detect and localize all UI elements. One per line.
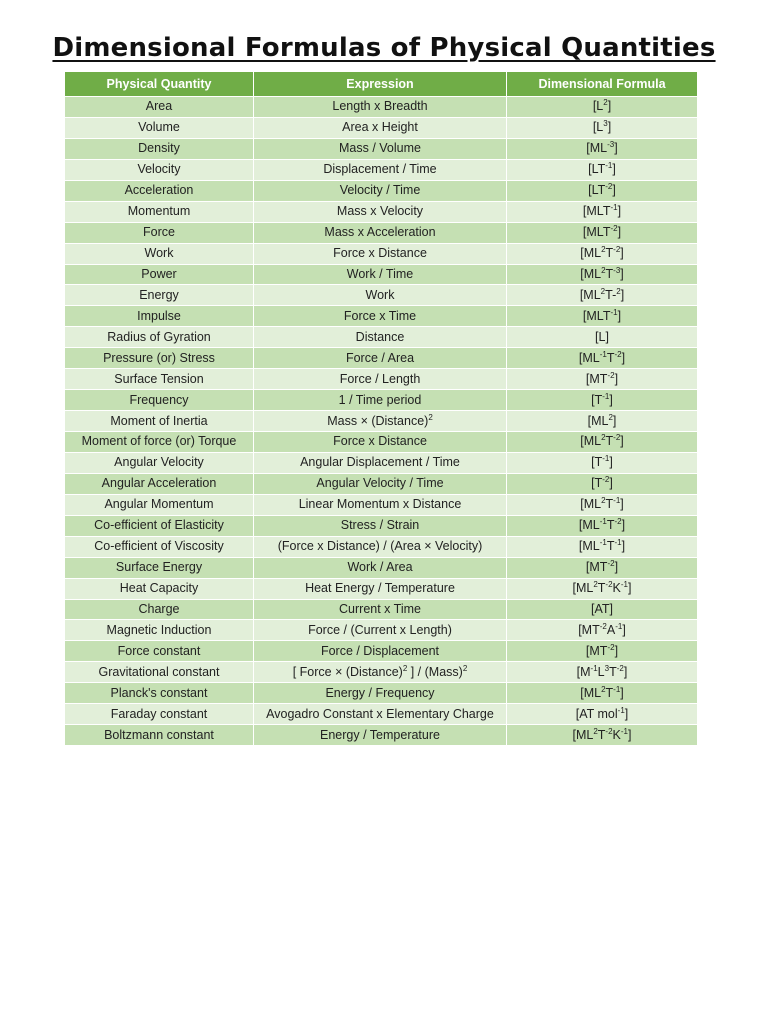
formula-cell: $[MT^{-2}]$	[507, 641, 698, 662]
quantity-cell: Velocity	[65, 159, 254, 180]
table-row	[65, 515, 698, 536]
table-row	[65, 662, 698, 683]
quantity-cell: Moment of Inertia	[65, 411, 254, 432]
quantity-cell: Co-efficient of Elasticity	[65, 515, 254, 536]
expression-cell: Force / (Current x Length)	[254, 620, 507, 641]
expression-cell: Force x Distance	[254, 432, 507, 453]
formula-cell: $[ML^2T^{-3}]$	[507, 264, 698, 285]
formula-cell: [L]	[507, 327, 698, 348]
quantity-cell: Planck's constant	[65, 683, 254, 704]
table-row	[65, 285, 698, 306]
expression-cell: Mass × (Distance)$^2$	[254, 411, 507, 432]
table-row	[65, 180, 698, 201]
expression-cell: Angular Displacement / Time	[254, 452, 507, 473]
expression-cell: Mass / Volume	[254, 138, 507, 159]
table-row	[65, 411, 698, 432]
quantity-cell: Angular Acceleration	[65, 473, 254, 494]
expression-cell: Stress / Strain	[254, 515, 507, 536]
quantity-cell: Frequency	[65, 390, 254, 411]
quantity-cell: Gravitational constant	[65, 662, 254, 683]
formula-cell: $[ML^2T^{-1}]$	[507, 494, 698, 515]
expression-cell: (Force x Distance) / (Area × Velocity)	[254, 536, 507, 557]
quantity-cell: Energy	[65, 285, 254, 306]
expression-cell: Velocity / Time	[254, 180, 507, 201]
page-title: Dimensional Formulas of Physical Quantities	[52, 33, 716, 63]
quantity-cell: Surface Tension	[65, 369, 254, 390]
formula-cell: $[L^2]$	[507, 97, 698, 118]
formula-cell: $[ML^2T-^2]$	[507, 285, 698, 306]
table-row	[65, 452, 698, 473]
formula-cell: $[T^{-1}]$	[507, 390, 698, 411]
formula-cell: $[L^3]$	[507, 117, 698, 138]
expression-cell: Work	[254, 285, 507, 306]
expression-cell: Force / Area	[254, 348, 507, 369]
header-expression: Expression	[254, 72, 507, 97]
formula-cell: $[LT^{-2}]$	[507, 180, 698, 201]
table-row	[65, 264, 698, 285]
expression-cell: Length x Breadth	[254, 97, 507, 118]
formula-cell: $[ML^{-3}]$	[507, 138, 698, 159]
expression-cell: Force / Length	[254, 369, 507, 390]
formula-cell: $[M^{-1}L^3T^{-2}]$	[507, 662, 698, 683]
formula-cell: $[ML^{-1}T^{-2}]$	[507, 348, 698, 369]
formula-cell: [AT]	[507, 599, 698, 620]
header-dimensional-formula: Dimensional Formula	[507, 72, 698, 97]
table-row	[65, 620, 698, 641]
expression-cell: Energy / Temperature	[254, 725, 507, 746]
expression-cell: Force x Time	[254, 306, 507, 327]
expression-cell: Displacement / Time	[254, 159, 507, 180]
table-row	[65, 348, 698, 369]
table-row	[65, 473, 698, 494]
expression-cell: Heat Energy / Temperature	[254, 578, 507, 599]
expression-cell: Mass x Velocity	[254, 201, 507, 222]
table-row	[65, 578, 698, 599]
quantity-cell: Angular Momentum	[65, 494, 254, 515]
quantity-cell: Work	[65, 243, 254, 264]
formula-cell: $[ML^2]$	[507, 411, 698, 432]
quantity-cell: Angular Velocity	[65, 452, 254, 473]
formula-cell: $[T^{-2}]$	[507, 473, 698, 494]
table-row	[65, 201, 698, 222]
table-row	[65, 725, 698, 746]
formula-cell: $[ML^2T^{-2}K^{-1}]$	[507, 725, 698, 746]
table-header-row	[65, 72, 698, 97]
table-row	[65, 390, 698, 411]
expression-cell: Avogadro Constant x Elementary Charge	[254, 704, 507, 725]
formula-cell: $[ML^{-1}T^{-2}]$	[507, 515, 698, 536]
table-row	[65, 222, 698, 243]
quantity-cell: Moment of force (or) Torque	[65, 432, 254, 453]
expression-cell: Mass x Acceleration	[254, 222, 507, 243]
expression-cell: Work / Area	[254, 557, 507, 578]
table-row	[65, 327, 698, 348]
quantity-cell: Faraday constant	[65, 704, 254, 725]
expression-cell: Work / Time	[254, 264, 507, 285]
expression-cell: Force x Distance	[254, 243, 507, 264]
table-row	[65, 557, 698, 578]
formula-cell: $[ML^{-1}T^{-1}]$	[507, 536, 698, 557]
table-row	[65, 306, 698, 327]
formula-cell: $[ML^2T^{-2}K^{-1}]$	[507, 578, 698, 599]
table-row	[65, 138, 698, 159]
expression-cell: Energy / Frequency	[254, 683, 507, 704]
formula-cell: $[ML^2T^{-1}]$	[507, 683, 698, 704]
formula-cell: $[MLT^{-2}]$	[507, 222, 698, 243]
table-row	[65, 159, 698, 180]
quantity-cell: Volume	[65, 117, 254, 138]
table-row	[65, 432, 698, 453]
quantity-cell: Area	[65, 97, 254, 118]
quantity-cell: Radius of Gyration	[65, 327, 254, 348]
quantity-cell: Heat Capacity	[65, 578, 254, 599]
expression-cell: [ Force × (Distance)$^2$ ] / (Mass)$^2$	[254, 662, 507, 683]
formula-cell: $[MLT^{-1}]$	[507, 201, 698, 222]
quantity-cell: Boltzmann constant	[65, 725, 254, 746]
dimensional-formulas-table	[64, 71, 698, 746]
quantity-cell: Impulse	[65, 306, 254, 327]
table-row	[65, 683, 698, 704]
expression-cell: Linear Momentum x Distance	[254, 494, 507, 515]
table-body	[65, 97, 698, 746]
table-row	[65, 494, 698, 515]
formula-cell: $[MT^{-2}]$	[507, 369, 698, 390]
formula-cell: $[ML^2T^{-2}]$	[507, 432, 698, 453]
quantity-cell: Force	[65, 222, 254, 243]
quantity-cell: Charge	[65, 599, 254, 620]
formula-cell: $[MT^{-2}]$	[507, 557, 698, 578]
table-row	[65, 117, 698, 138]
quantity-cell: Power	[65, 264, 254, 285]
formula-cell: $[MT^{-2}A^{-1}]$	[507, 620, 698, 641]
expression-cell: Angular Velocity / Time	[254, 473, 507, 494]
expression-cell: Distance	[254, 327, 507, 348]
table-row	[65, 599, 698, 620]
quantity-cell: Surface Energy	[65, 557, 254, 578]
formula-cell: $[T^{-1}]$	[507, 452, 698, 473]
quantity-cell: Density	[65, 138, 254, 159]
formula-cell: $[MLT^{-1}]$	[507, 306, 698, 327]
table-row	[65, 536, 698, 557]
formula-cell: $[LT^{-1}]$	[507, 159, 698, 180]
quantity-cell: Momentum	[65, 201, 254, 222]
formula-cell: $[ML^2T^{-2}]$	[507, 243, 698, 264]
quantity-cell: Acceleration	[65, 180, 254, 201]
quantity-cell: Force constant	[65, 641, 254, 662]
expression-cell: Area x Height	[254, 117, 507, 138]
quantity-cell: Co-efficient of Viscosity	[65, 536, 254, 557]
table-row	[65, 704, 698, 725]
header-physical-quantity: Physical Quantity	[65, 72, 254, 97]
expression-cell: 1 / Time period	[254, 390, 507, 411]
expression-cell: Current x Time	[254, 599, 507, 620]
quantity-cell: Pressure (or) Stress	[65, 348, 254, 369]
table-row	[65, 641, 698, 662]
table-row	[65, 243, 698, 264]
quantity-cell: Magnetic Induction	[65, 620, 254, 641]
expression-cell: Force / Displacement	[254, 641, 507, 662]
formula-cell: [AT mol$^{-1}$]	[507, 704, 698, 725]
table-row	[65, 97, 698, 118]
table-row	[65, 369, 698, 390]
